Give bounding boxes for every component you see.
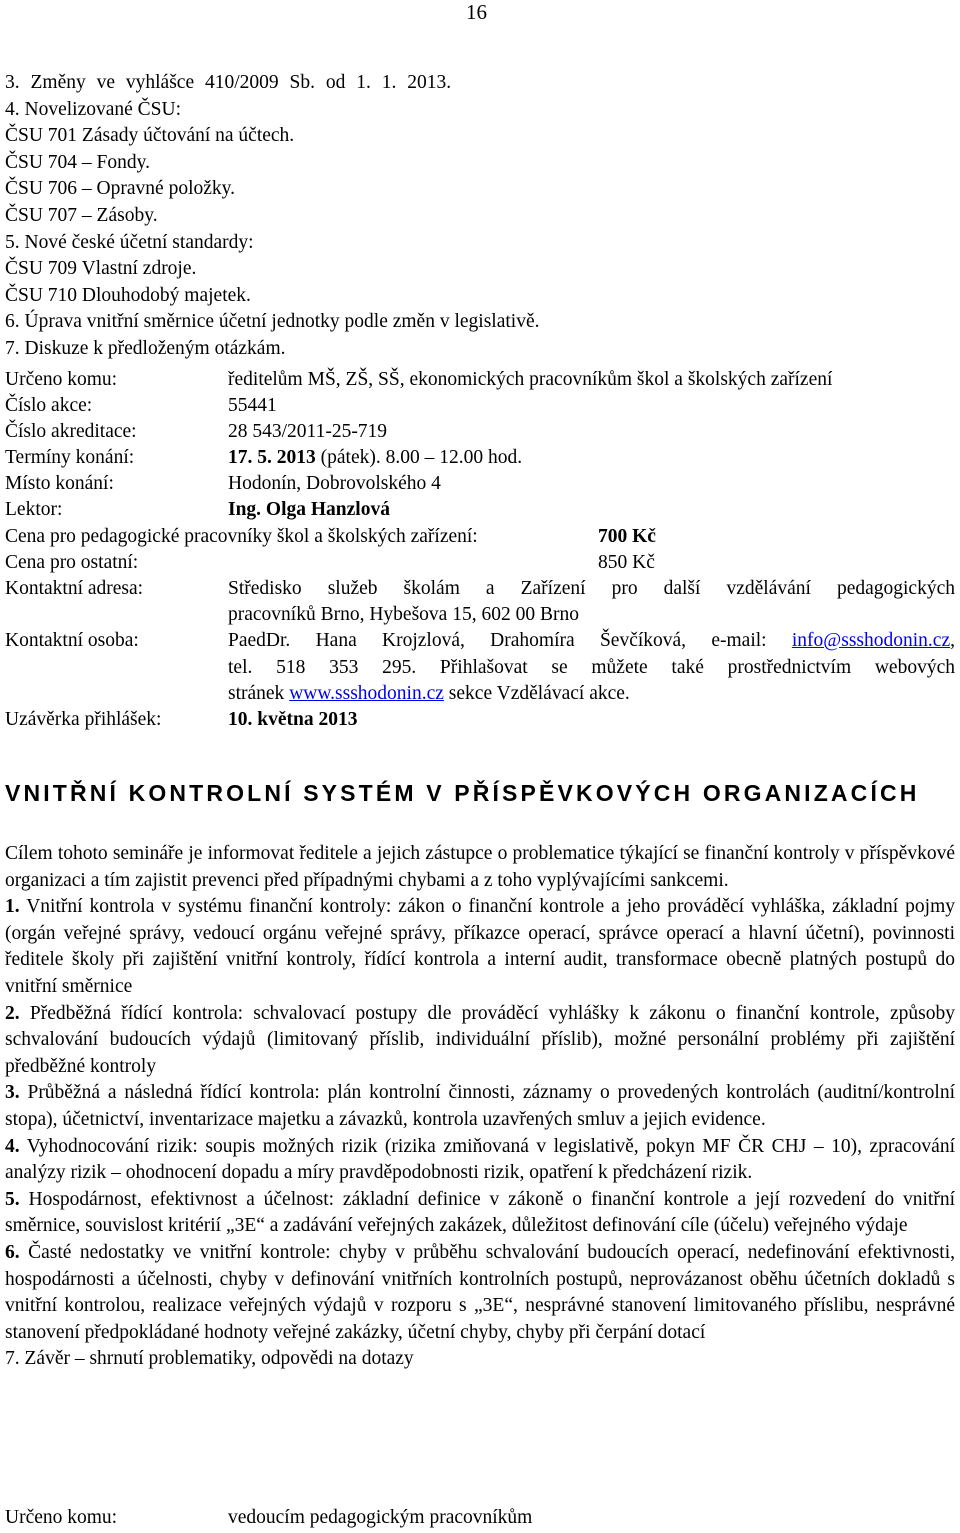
price-others-value: 850 Kč bbox=[598, 552, 655, 573]
web-prefix: stránek bbox=[228, 683, 290, 704]
accreditation-value: 28 543/2011-25-719 bbox=[228, 421, 388, 442]
agenda-item: 7. Diskuze k předloženým otázkám. bbox=[5, 337, 286, 359]
price-teachers-label: Cena pro pedagogické pracovníky škol a školských zařízení: bbox=[5, 526, 478, 547]
contact-person-line1 bbox=[228, 630, 955, 652]
page-number: 16 bbox=[466, 0, 487, 24]
contact-person-label: Kontaktní osoba: bbox=[5, 630, 139, 651]
venue-value: Hodonín, Dobrovolského 4 bbox=[228, 473, 441, 494]
deadline-label: Uzávěrka přihlášek: bbox=[5, 709, 162, 730]
agenda-item: ČSU 701 Zásady účtování na účtech. bbox=[5, 125, 295, 147]
web-suffix: sekce Vzdělávací akce. bbox=[443, 683, 630, 704]
event-number-value: 55441 bbox=[228, 395, 277, 416]
contact-person-names: PaedDr. Hana Krojzlová, Drahomíra Ševčíková, e-mail: bbox=[228, 630, 792, 651]
agenda-list bbox=[5, 70, 539, 363]
topic-item bbox=[5, 894, 955, 1000]
agenda-item: ČSU 704 – Fondy. bbox=[5, 151, 151, 173]
contact-person-line3 bbox=[228, 683, 630, 705]
website-link[interactable]: www.ssshodonin.cz bbox=[289, 683, 444, 704]
intro-paragraph: Cílem tohoto semináře je informovat ředitele a jejich zástupce o problematice týkající se finanční kontroly v příspěvkové organizaci a tím zajistit prevenci před případnými chybami a z toho vyplývajícími sankcemi. bbox=[5, 843, 955, 891]
topic-number: 2. bbox=[5, 1002, 20, 1024]
event-number-label: Číslo akce: bbox=[5, 395, 93, 416]
dates-date: 17. 5. 2013 bbox=[228, 447, 316, 468]
topic-text: Vnitřní kontrola v systému finanční kontroly: zákon o finanční kontrole a jeho prováděcí vyhláška, základní pojmy (orgán veřejné správy, vedoucí orgánu veřejné správy, příkazce operací, správce operací a hlavní účetní), povinnosti ředitele školy při zajištění vnitřní kontroly, řídící kontrola a interní audit, transformace obecně platných postupů do vnitřní směrnice bbox=[5, 896, 955, 997]
contact-person-line2: tel. 518 353 295. Přihlašovat se můžete také prostřednictvím webových bbox=[228, 657, 955, 678]
topic-item bbox=[5, 1240, 955, 1346]
lecturer-value: Ing. Olga Hanzlová bbox=[228, 499, 390, 520]
deadline-value: 10. května 2013 bbox=[228, 709, 358, 730]
topic-text: Časté nedostatky ve vnitřní kontrole: chyby v průběhu schvalování budoucích operací, nedefinování efektivnosti, hospodárnosti a účelnosti, chyby v definování vnitřních kontrolních postupů, neprovázanost oběhu účetních dokladů s vnitřní kontrolou, realizace veřejných výdajů v rozporu s „3E“, nesprávné stanovení limitovaného příslibu, nesprávné stanovení předpokládané hodnoty veřejné zakázky, účetní chyby, chyby při čerpání dotací bbox=[5, 1241, 955, 1343]
topic-number: 3. bbox=[5, 1082, 20, 1104]
topic-text: Vyhodnocování rizik: soupis možných rizik (rizika zmiňovaná v legislativě, pokyn MF ČR CHJ – 10), zpracování analýzy rizik – ohodnocení dopadu a míry pravděpodobnosti rizik, opatření k předcházení rizik. bbox=[5, 1135, 955, 1184]
venue-label: Místo konání: bbox=[5, 473, 114, 494]
topic-item: 7. Závěr – shrnutí problematiky, odpovědi na dotazy bbox=[5, 1348, 414, 1370]
email-link[interactable]: info@ssshodonin.cz bbox=[791, 630, 951, 651]
contact-address-label: Kontaktní adresa: bbox=[5, 578, 144, 599]
topic-item bbox=[5, 1187, 955, 1240]
topic-text: Předběžná řídící kontrola: schvalovací postupy dle prováděcí vyhlášky k zákonu o finanční kontrole, způsoby schvalování budoucích výdajů (limitovaný příslib, individuální příslib), možné personální problémy při zajištění předběžné kontroly bbox=[5, 1002, 955, 1077]
target-audience-value: ředitelům MŠ, ZŠ, SŠ, ekonomických pracovníkům škol a školských zařízení bbox=[228, 369, 833, 390]
agenda-item: ČSU 707 – Zásoby. bbox=[5, 204, 158, 226]
section-body bbox=[5, 841, 955, 1373]
comma: , bbox=[950, 630, 955, 651]
agenda-item: 6. Úprava vnitřní směrnice účetní jednotky podle změn v legislativě. bbox=[5, 311, 540, 333]
lecturer-label: Lektor: bbox=[5, 499, 63, 520]
contact-address-line2: pracovníků Brno, Hybešova 15, 602 00 Brno bbox=[228, 604, 579, 625]
topic-number: 6. bbox=[5, 1241, 20, 1263]
topic-number: 5. bbox=[5, 1188, 20, 1210]
target-audience-value-2: vedoucím pedagogickým pracovníkům bbox=[228, 1507, 533, 1528]
topic-number: 4. bbox=[5, 1135, 20, 1157]
topic-item bbox=[5, 1080, 955, 1133]
target-audience-label-2: Určeno komu: bbox=[5, 1507, 118, 1528]
contact-address-line1: Středisko služeb školám a Zařízení pro další vzdělávání pedagogických bbox=[228, 578, 955, 599]
topic-item bbox=[5, 1134, 955, 1187]
agenda-item: 5. Nové české účetní standardy: bbox=[5, 231, 254, 253]
topic-item bbox=[5, 1001, 955, 1081]
dates-label: Termíny konání: bbox=[5, 447, 135, 468]
dates-value bbox=[228, 447, 522, 469]
agenda-item: 3. Změny ve vyhlášce 410/2009 Sb. od 1. 1. 2013. bbox=[5, 72, 452, 93]
dates-time: (pátek). 8.00 – 12.00 hod. bbox=[315, 447, 523, 468]
price-teachers-value: 700 Kč bbox=[598, 526, 656, 547]
agenda-item: ČSU 706 – Opravné položky. bbox=[5, 178, 236, 200]
topic-text: Průběžná a následná řídící kontrola: plán kontrolní činnosti, záznamy o provedených kontrolách (auditní/kontrolní stopa), účetnictví, inventarizace majetku a závazků, kontrola uzavřených smluv a jejich evidence. bbox=[5, 1082, 955, 1130]
section-heading: VNITŘNÍ KONTROLNÍ SYSTÉM V PŘÍSPĚVKOVÝCH ORGANIZACÍCH bbox=[5, 780, 920, 806]
price-others-label: Cena pro ostatní: bbox=[5, 552, 139, 573]
accreditation-label: Číslo akreditace: bbox=[5, 421, 137, 442]
agenda-item: 4. Novelizované ČSU: bbox=[5, 98, 182, 120]
topic-text: Hospodárnost, efektivnost a účelnost: základní definice v zákoně o finanční kontrole a její rozvedení do vnitřní směrnice, souvislost kritérií „3E“ a zadávání veřejných zakázek, důležitost definování cíle (účelu) veřejného výdaje bbox=[5, 1188, 955, 1237]
topic-number: 1. bbox=[5, 896, 20, 918]
target-audience-label: Určeno komu: bbox=[5, 369, 118, 390]
agenda-item: ČSU 710 Dlouhodobý majetek. bbox=[5, 284, 251, 306]
agenda-item: ČSU 709 Vlastní zdroje. bbox=[5, 258, 197, 280]
